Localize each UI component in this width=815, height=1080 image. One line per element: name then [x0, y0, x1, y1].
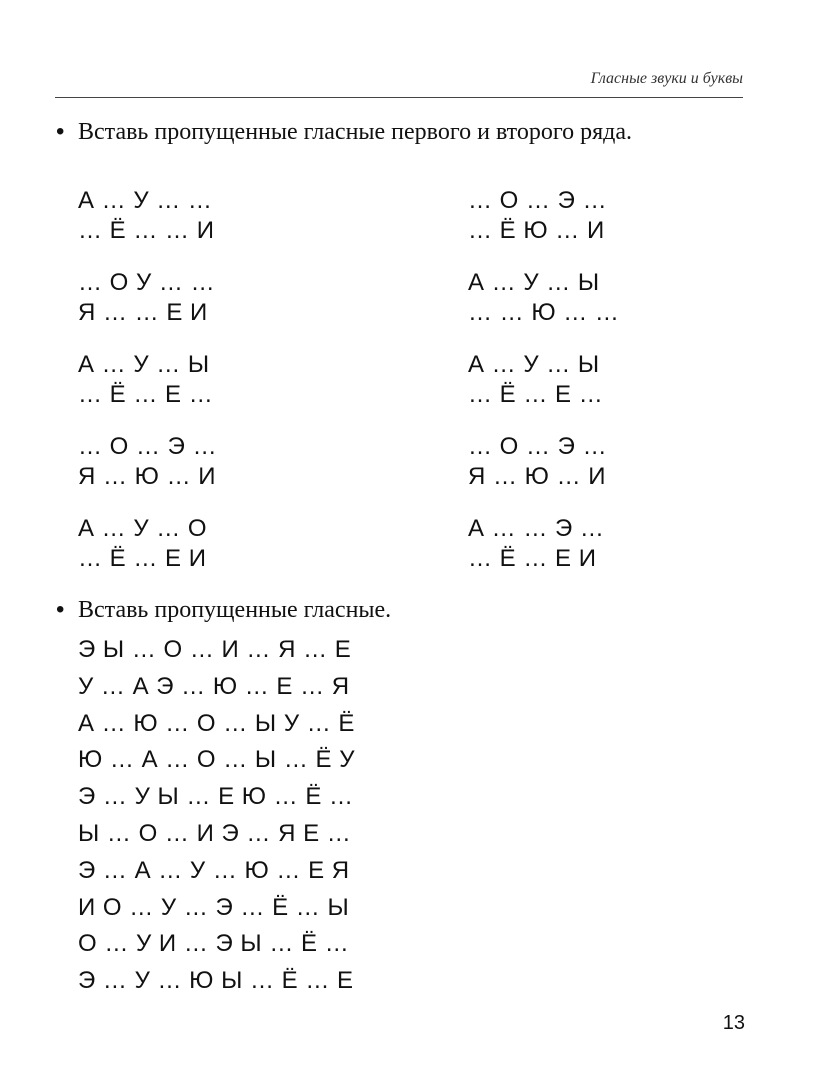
row-group	[78, 432, 468, 492]
task-1-instruction	[56, 116, 718, 148]
list-line: Э … У Ы … Е Ю … Ё …	[78, 783, 354, 811]
row-line: … О … Э …	[468, 187, 608, 214]
task-2-text: Вставь пропущенные гласные.	[78, 597, 392, 623]
row-line: … О … Э …	[468, 433, 608, 460]
row-line: Я … … Е И	[78, 299, 208, 326]
row-line: … Ё … Е …	[468, 381, 604, 408]
row-line: А … У … …	[78, 187, 213, 214]
list-line: А … Ю … О … Ы У … Ё	[78, 709, 355, 737]
task-2-instruction	[56, 594, 718, 626]
list-line: Э … А … У … Ю … Е Я	[78, 856, 350, 884]
vowel-list	[78, 632, 355, 1000]
row-line: … Ё Ю … И	[468, 217, 605, 244]
row-line: … … Ю … …	[468, 299, 620, 326]
list-line: О … У И … Э Ы … Ё …	[78, 930, 350, 958]
row-line: … Ё … Е И	[78, 545, 207, 572]
row-line: … Ё … Е …	[78, 381, 214, 408]
row-group	[468, 514, 708, 574]
row-line: … Ё … Е И	[468, 545, 597, 572]
list-line: Э Ы … О … И … Я … Е	[78, 636, 352, 663]
row-line: А … У … Ы	[468, 351, 600, 378]
vowel-rows-grid	[78, 186, 718, 574]
row-group	[468, 268, 708, 328]
list-line: Э … У … Ю Ы … Ё … Е	[78, 967, 354, 995]
bullet-icon: •	[56, 596, 65, 623]
page-number: 13	[722, 1012, 745, 1034]
row-group	[78, 186, 468, 246]
bullet-icon: •	[56, 118, 65, 145]
row-group	[78, 350, 468, 410]
list-line: И О … У … Э … Ё … Ы	[78, 893, 350, 921]
row-line: … О … Э …	[78, 433, 218, 460]
row-group	[78, 268, 468, 328]
row-group	[468, 432, 708, 492]
row-group	[468, 350, 708, 410]
list-line: У … А Э … Ю … Е … Я	[78, 672, 350, 700]
row-line: … Ё … … И	[78, 217, 215, 244]
list-line: Ы … О … И Э … Я Е …	[78, 819, 352, 847]
row-line: А … У … Ы	[78, 351, 210, 378]
row-line: Я … Ю … И	[468, 463, 606, 490]
row-line: А … … Э …	[468, 515, 605, 542]
row-group	[78, 514, 468, 574]
row-line: … О У … …	[78, 269, 216, 296]
row-group	[468, 186, 708, 246]
header-rule	[55, 97, 743, 98]
running-header: Гласные звуки и буквы	[590, 70, 743, 87]
task-1-text: Вставь пропущенные гласные первого и второго ряда.	[78, 119, 632, 145]
row-line: А … У … Ы	[468, 269, 600, 296]
row-line: Я … Ю … И	[78, 463, 216, 490]
row-line: А … У … О	[78, 515, 208, 542]
list-line: Ю … А … О … Ы … Ё У	[78, 746, 355, 774]
